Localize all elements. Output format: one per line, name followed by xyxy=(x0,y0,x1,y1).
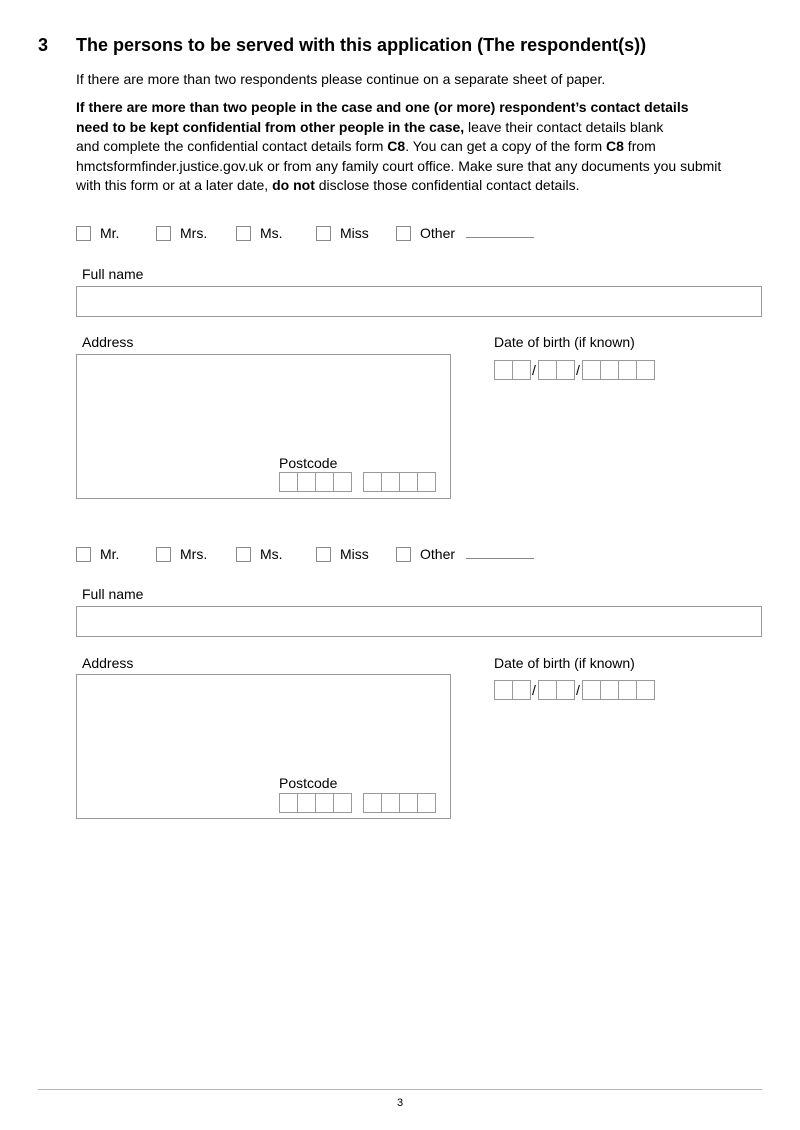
checkbox-mr[interactable] xyxy=(76,226,91,241)
checkbox-miss[interactable] xyxy=(316,547,331,562)
footer-divider xyxy=(38,1089,762,1090)
full-name-field[interactable] xyxy=(76,286,762,317)
dob-label: Date of birth (if known) xyxy=(494,334,635,350)
other-title-field[interactable] xyxy=(466,558,534,559)
notice-text-3b: . You can get a copy of the form xyxy=(405,138,607,154)
dob-label: Date of birth (if known) xyxy=(494,655,635,671)
title-option-mr[interactable]: Mr. xyxy=(76,545,119,563)
notice-bold-1: If there are more than two people in the case and one (or more) respondent’s contact details xyxy=(76,99,689,115)
checkbox-mrs[interactable] xyxy=(156,226,171,241)
checkbox-other[interactable] xyxy=(396,226,411,241)
page-number: 3 xyxy=(396,1097,404,1109)
checkbox-miss[interactable] xyxy=(316,226,331,241)
notice-bold-2: need to be kept confidential from other people in the case, xyxy=(76,118,465,135)
checkbox-ms[interactable] xyxy=(236,226,251,241)
address-label: Address xyxy=(82,655,134,671)
dob-separator: / xyxy=(532,682,536,698)
section-title: The persons to be served with this application (The respondent(s)) xyxy=(76,35,647,55)
postcode-label: Postcode xyxy=(279,455,338,471)
dob-field[interactable] xyxy=(494,360,654,380)
title-option-other[interactable]: Other xyxy=(396,224,455,242)
checkbox-mrs[interactable] xyxy=(156,547,171,562)
postcode-field[interactable] xyxy=(279,472,435,492)
section-number: 3 xyxy=(38,35,49,55)
postcode-field[interactable] xyxy=(279,793,435,813)
notice-text-3a: and complete the confidential contact details form xyxy=(76,138,388,154)
checkbox-mr[interactable] xyxy=(76,547,91,562)
notice-text-4: hmctsformfinder.justice.gov.uk or from any family court office. Make sure that any documents you submit xyxy=(76,157,722,174)
title-option-miss[interactable]: Miss xyxy=(316,224,369,242)
title-option-other[interactable]: Other xyxy=(396,545,455,563)
form-c8-ref-2: C8 xyxy=(606,138,624,154)
title-option-mrs[interactable]: Mrs. xyxy=(156,545,207,563)
notice-text-5b: disclose those confidential contact details. xyxy=(314,177,580,193)
dob-separator: / xyxy=(576,362,580,378)
other-title-field[interactable] xyxy=(466,237,534,238)
dob-separator: / xyxy=(532,362,536,378)
address-label: Address xyxy=(82,334,134,350)
form-c8-ref-1: C8 xyxy=(387,138,406,154)
notice-text-3c: from xyxy=(623,138,656,154)
notice-text-5a: with this form or at a later date, xyxy=(76,177,273,193)
notice-text-2: leave their contact details blank xyxy=(464,118,664,135)
checkbox-other[interactable] xyxy=(396,547,411,562)
confidentiality-notice xyxy=(76,98,776,196)
title-option-mr[interactable]: Mr. xyxy=(76,224,119,242)
dob-separator: / xyxy=(576,682,580,698)
title-option-ms[interactable]: Ms. xyxy=(236,545,283,563)
full-name-field[interactable] xyxy=(76,606,762,637)
full-name-label: Full name xyxy=(82,266,144,282)
title-option-miss[interactable]: Miss xyxy=(316,545,369,563)
intro-text: If there are more than two respondents please continue on a separate sheet of paper. xyxy=(76,71,606,87)
dob-field[interactable] xyxy=(494,680,654,700)
title-option-ms[interactable]: Ms. xyxy=(236,224,283,242)
checkbox-ms[interactable] xyxy=(236,547,251,562)
postcode-label: Postcode xyxy=(279,775,338,791)
notice-bold-do-not: do not xyxy=(272,177,315,193)
full-name-label: Full name xyxy=(82,586,144,602)
title-option-mrs[interactable]: Mrs. xyxy=(156,224,207,242)
